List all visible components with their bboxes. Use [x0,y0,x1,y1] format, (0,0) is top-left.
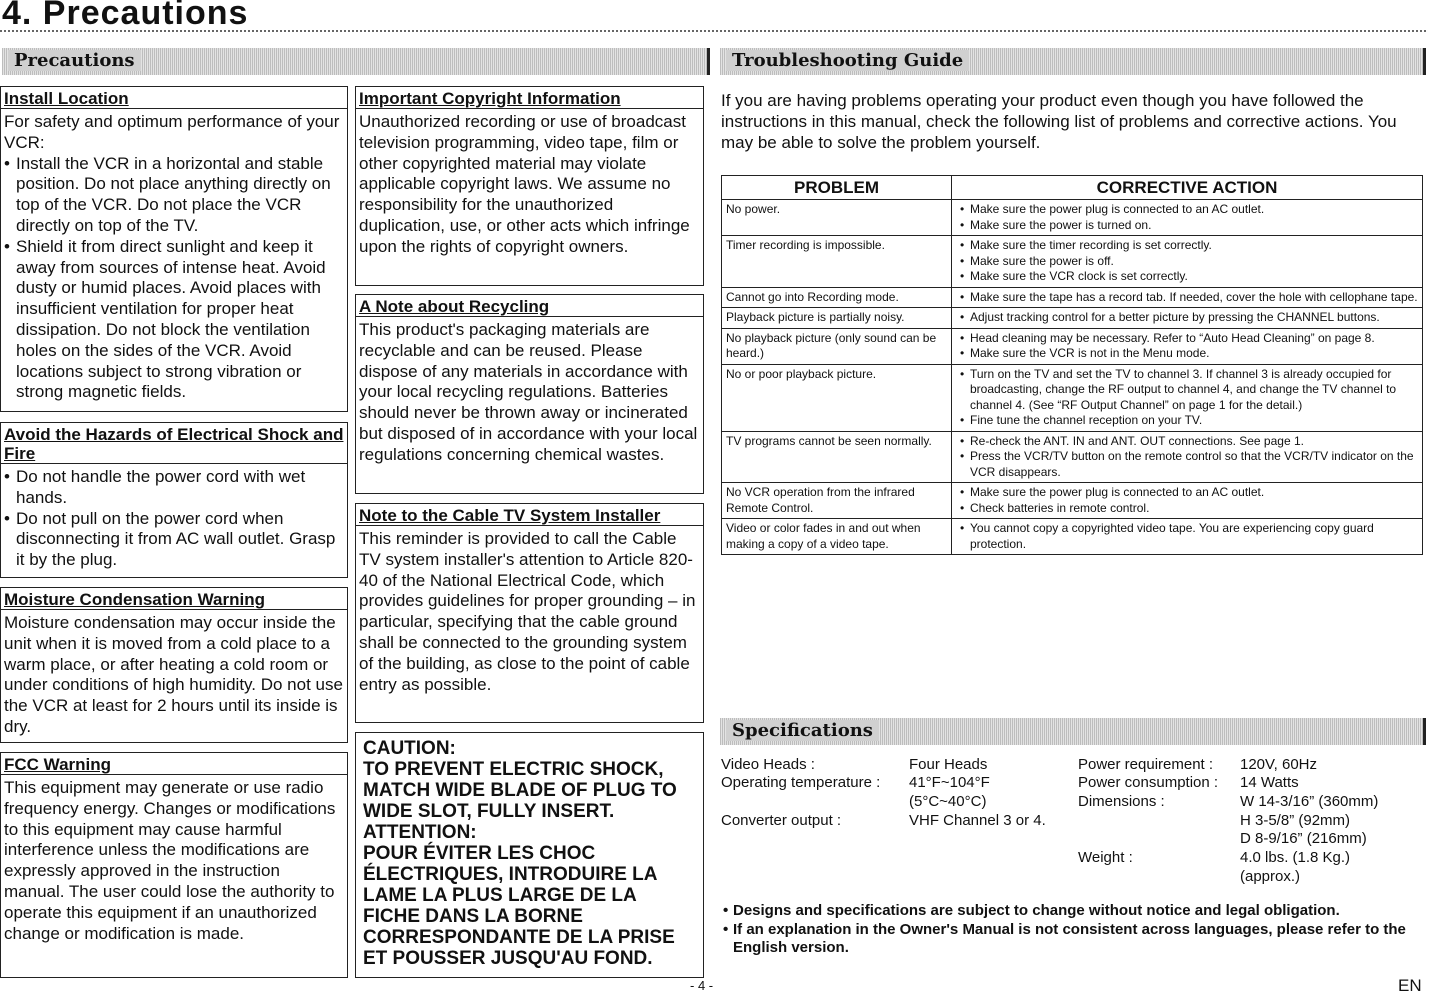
recycling-box [355,294,704,494]
install-location-box [0,86,348,412]
action-cell [952,483,1423,519]
problem-cell: Video or color fades in and out when making a copy of a video tape. [722,519,952,555]
copyright-heading: Important Copyright Information [356,87,703,109]
recycling-heading: A Note about Recycling [356,295,703,317]
action-item: • Press the VCR/TV button on the remote control so that the VCR/TV indicator on the VCR disappears. [970,449,1418,480]
copyright-text: Unauthorized recording or use of broadcast television programming, video tape, film or other copyrighted material may violate applicable copyright laws. We assume no responsibility for the unauthorized duplication, use, or other acts which infringe upon the rights of copyright owners. [359,112,690,256]
problem-cell: TV programs cannot be seen normally. [722,431,952,483]
caution-heading-fr: ATTENTION: [363,822,477,843]
moisture-heading: Moisture Condensation Warning [1,588,347,610]
hazards-heading: Avoid the Hazards of Electrical Shock and Fire [1,423,347,464]
action-item: • Fine tune the channel reception on your TV. [970,413,1418,429]
spec-value-weight: 4.0 lbs. (1.8 Kg.) [1240,849,1351,866]
spec-label-operating-temp: Operating temperature : [721,774,881,791]
spec-value-dimensions-h: H 3-5/8” (92mm) [1240,812,1351,829]
problem-cell: Playback picture is partially noisy. [722,308,952,329]
fcc-heading: FCC Warning [1,753,347,775]
caution-text-fr: POUR ÉVITER LES CHOC ÉLECTRIQUES, INTRODUIRE LA LAME LA PLUS LARGE DE LA FICHE DANS LA BORNE CORRESPONDANTE DE LA PRISE ET POUSSER JUSQU'AU FOND. [363,843,675,969]
spec-note-1: • Designs and specifications are subject to change without notice and legal obligation. [733,902,1423,921]
specifications-banner [720,718,1426,745]
action-item: • Adjust tracking control for a better picture by pressing the CHANNEL buttons. [970,310,1418,326]
cable-installer-text: This reminder is provided to call the Cable TV system installer's attention to Article 820-40 of the National Electrical Code, which provides guidelines for proper grounding – in particular, specifying that the cable ground shall be connected to the grounding system of the building, as close to the point of cable entry as possible. [359,529,696,694]
spec-value-video-heads: Four Heads [909,756,988,773]
specifications-banner-label: Specifications [726,720,879,741]
moisture-text: Moisture condensation may occur inside the unit when it is moved from a cold place to a warm place, or after heating a cold room or under conditions of high humidity. Do not use the VCR at least for 2 hours until its inside is dry. [4,613,343,736]
action-item: • Check batteries in remote control. [970,501,1418,517]
spec-value-power-req: 120V, 60Hz [1240,756,1318,773]
troubleshooting-banner [720,48,1426,75]
action-item: • Re-check the ANT. IN and ANT. OUT connections. See page 1. [970,434,1418,450]
install-location-intro: For safety and optimum performance of your VCR: [4,112,340,152]
precautions-banner-label: Precautions [8,50,141,71]
spec-value-operating-temp: 41°F~104°F [909,774,990,791]
spec-value-dimensions-w: W 14-3/16” (360mm) [1240,793,1379,810]
spec-value-weight-approx: (approx.) [1240,868,1301,885]
action-item: • Make sure the power is off. [970,254,1418,270]
problem-column-header: PROBLEM [722,176,952,200]
spec-value-power-cons: 14 Watts [1240,774,1299,791]
action-item: • Turn on the TV and set the TV to channel 3. If channel 3 is already occupied for broadcasting, change the RF output to channel 4, and change the TV channel to channel 4. (See “RF Output Channel” on page 1 for the detail.) [970,367,1418,414]
page-number: - 4 - [690,978,714,993]
table-row [722,483,1423,519]
spec-label-video-heads: Video Heads : [721,756,815,773]
spec-notes [721,902,1423,958]
action-item: • Make sure the power is turned on. [970,218,1418,234]
spec-value-dimensions-d: D 8-9/16” (216mm) [1240,830,1367,847]
table-row [722,431,1423,483]
problem-cell: Timer recording is impossible. [722,236,952,288]
action-item: • Head cleaning may be necessary. Refer to “Auto Head Cleaning” on page 8. [970,331,1418,347]
spec-label-converter: Converter output : [721,812,842,829]
troubleshooting-table [721,175,1423,555]
spec-label-dimensions: Dimensions : [1078,793,1165,810]
table-row [722,328,1423,364]
hazards-bullet-1: • Do not handle the power cord with wet hands. [16,467,344,509]
action-item: • Make sure the VCR is not in the Menu mode. [970,346,1418,362]
precautions-banner [2,48,710,75]
table-row [722,287,1423,308]
problem-cell: No playback picture (only sound can be heard.) [722,328,952,364]
caution-box [355,732,704,978]
problem-cell: No power. [722,200,952,236]
action-cell [952,519,1423,555]
action-cell [952,364,1423,431]
action-cell [952,431,1423,483]
spec-label-power-cons: Power consumption : [1078,774,1219,791]
install-location-heading: Install Location [1,87,347,109]
troubleshooting-table-wrap [721,175,1423,555]
hazards-box [0,422,348,578]
copyright-box [355,86,704,286]
caution-heading-en: CAUTION: [363,738,456,759]
table-row [722,519,1423,555]
table-row [722,200,1423,236]
language-code: EN [1398,976,1422,995]
spec-value-converter: VHF Channel 3 or 4. [909,812,1046,829]
action-item: • Make sure the power plug is connected to an AC outlet. [970,202,1418,218]
table-row [722,236,1423,288]
moisture-box [0,587,348,743]
page-title: 4. Precautions [2,0,249,32]
fcc-box [0,752,348,978]
problem-cell: No or poor playback picture. [722,364,952,431]
action-column-header: CORRECTIVE ACTION [952,176,1423,200]
spec-value-operating-temp-c: (5°C~40°C) [909,793,987,810]
fcc-text: This equipment may generate or use radio frequency energy. Changes or modifications to this equipment may cause harmful interference unless the modifications are expressly approved in the instruction manual. The user could lose the authority to operate this equipment if an unauthorized change or modification is made. [4,778,336,943]
action-item: • Make sure the VCR clock is set correctly. [970,269,1418,285]
table-row [722,308,1423,329]
action-cell [952,328,1423,364]
action-cell [952,287,1423,308]
problem-cell: No VCR operation from the infrared Remote Control. [722,483,952,519]
troubleshooting-intro: If you are having problems operating your product even though you have followed the instructions in this manual, check the following list of problems and corrective actions. You may be able to solve the problem yourself. [721,91,1397,152]
troubleshooting-banner-label: Troubleshooting Guide [726,50,969,71]
spec-note-2: • If an explanation in the Owner's Manual is not consistent across languages, please refer to the English version. [733,921,1423,958]
cable-installer-heading: Note to the Cable TV System Installer [356,504,703,526]
action-item: • You cannot copy a copyrighted video tape. You are experiencing copy guard protection. [970,521,1418,552]
spec-label-power-req: Power requirement : [1078,756,1214,773]
spec-label-weight: Weight : [1078,849,1133,866]
hazards-bullet-2: • Do not pull on the power cord when disconnecting it from AC wall outlet. Grasp it by the plug. [16,509,344,571]
title-divider [0,30,1426,32]
caution-text-en: TO PREVENT ELECTRIC SHOCK, MATCH WIDE BLADE OF PLUG TO WIDE SLOT, FULLY INSERT. [363,759,677,822]
table-row [722,364,1423,431]
action-cell [952,200,1423,236]
action-cell [952,308,1423,329]
install-bullet-2: • Shield it from direct sunlight and keep it away from sources of intense heat. Avoid dusty or humid places. Avoid places with insufficient ventilation for proper heat dissipation. Do not block the ventilation holes on the sides of the VCR. Avoid locations subject to strong vibration or strong magnetic fields. [16,237,344,403]
action-item: • Make sure the power plug is connected to an AC outlet. [970,485,1418,501]
action-item: • Make sure the timer recording is set correctly. [970,238,1418,254]
action-item: • Make sure the tape has a record tab. If needed, cover the hole with cellophane tape. [970,290,1418,306]
problem-cell: Cannot go into Recording mode. [722,287,952,308]
cable-installer-box [355,503,704,723]
recycling-text: This product's packaging materials are recyclable and can be reused. Please dispose of any materials in accordance with your local recycling regulations. Batteries should never be thrown away or incinerated but disposed of in accordance with your local regulations concerning chemical wastes. [359,320,698,464]
action-cell [952,236,1423,288]
install-bullet-1: • Install the VCR in a horizontal and stable position. Do not place anything directly on top of the VCR. Do not place the VCR directly on top of the TV. [16,154,344,237]
